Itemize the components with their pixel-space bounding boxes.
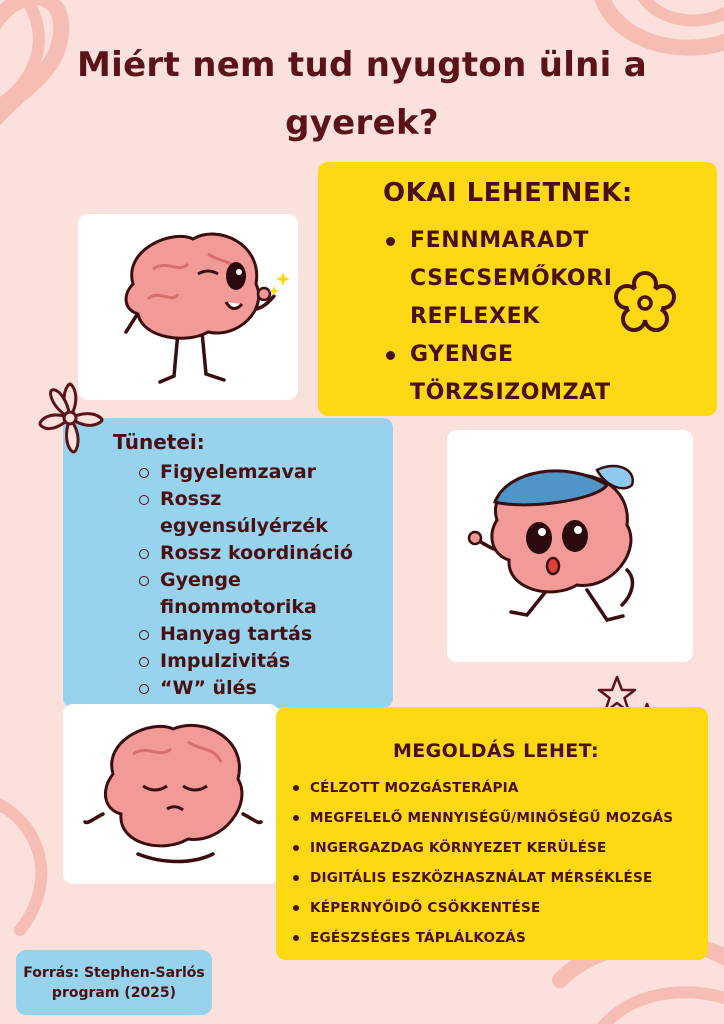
list-item: Rossz koordináció [137,540,387,567]
running-brain-icon [447,430,693,662]
meditating-brain-icon [63,704,279,884]
list-item: “W” ülés [137,675,387,702]
flower-icon [610,268,680,338]
list-item: EGÉSZSÉGES TÁPLÁLKOZÁS [290,923,673,953]
winking-brain-icon [78,214,298,400]
symptoms-list [137,459,387,702]
solutions-list [290,773,673,953]
source-text: Forrás: Stephen-Sarlós program (2025) [23,964,205,1001]
list-item: CÉLZOTT MOZGÁSTERÁPIA [290,773,673,803]
list-item: KÉPERNYŐIDŐ CSÖKKENTÉSE [290,893,673,923]
list-item: Hanyag tartás [137,621,387,648]
solutions-heading: MEGOLDÁS LEHET: [392,740,599,762]
causes-list [383,222,625,412]
page-title: Miért nem tud nyugton ülni a gyerek? [76,45,648,143]
list-item: DIGITÁLIS ESZKÖZHASZNÁLAT MÉRSÉKLÉSE [290,863,673,893]
list-item: Figyelemzavar [137,459,387,486]
winking-brain-card [78,214,298,400]
causes-heading: OKAI LEHETNEK: [383,178,633,208]
list-item: Impulzivitás [137,648,387,675]
symptoms-heading: Tünetei: [113,430,205,454]
list-item: MEGFELELŐ MENNYISÉGŰ/MINŐSÉGŰ MOZGÁS [290,803,673,833]
list-item: FENNMARADT CSECSEMŐKORI REFLEXEK [383,222,625,336]
list-item: Gyenge finommotorika [137,567,387,621]
list-item: Rossz egyensúlyérzék [137,486,387,540]
flower-outline-icon [30,378,110,458]
running-brain-card [447,430,693,662]
meditating-brain-card [63,704,279,884]
source-box [16,950,212,1015]
list-item: INGERGAZDAG KÖRNYEZET KERÜLÉSE [290,833,673,863]
list-item: GYENGE TÖRZSIZOMZAT [383,336,625,412]
